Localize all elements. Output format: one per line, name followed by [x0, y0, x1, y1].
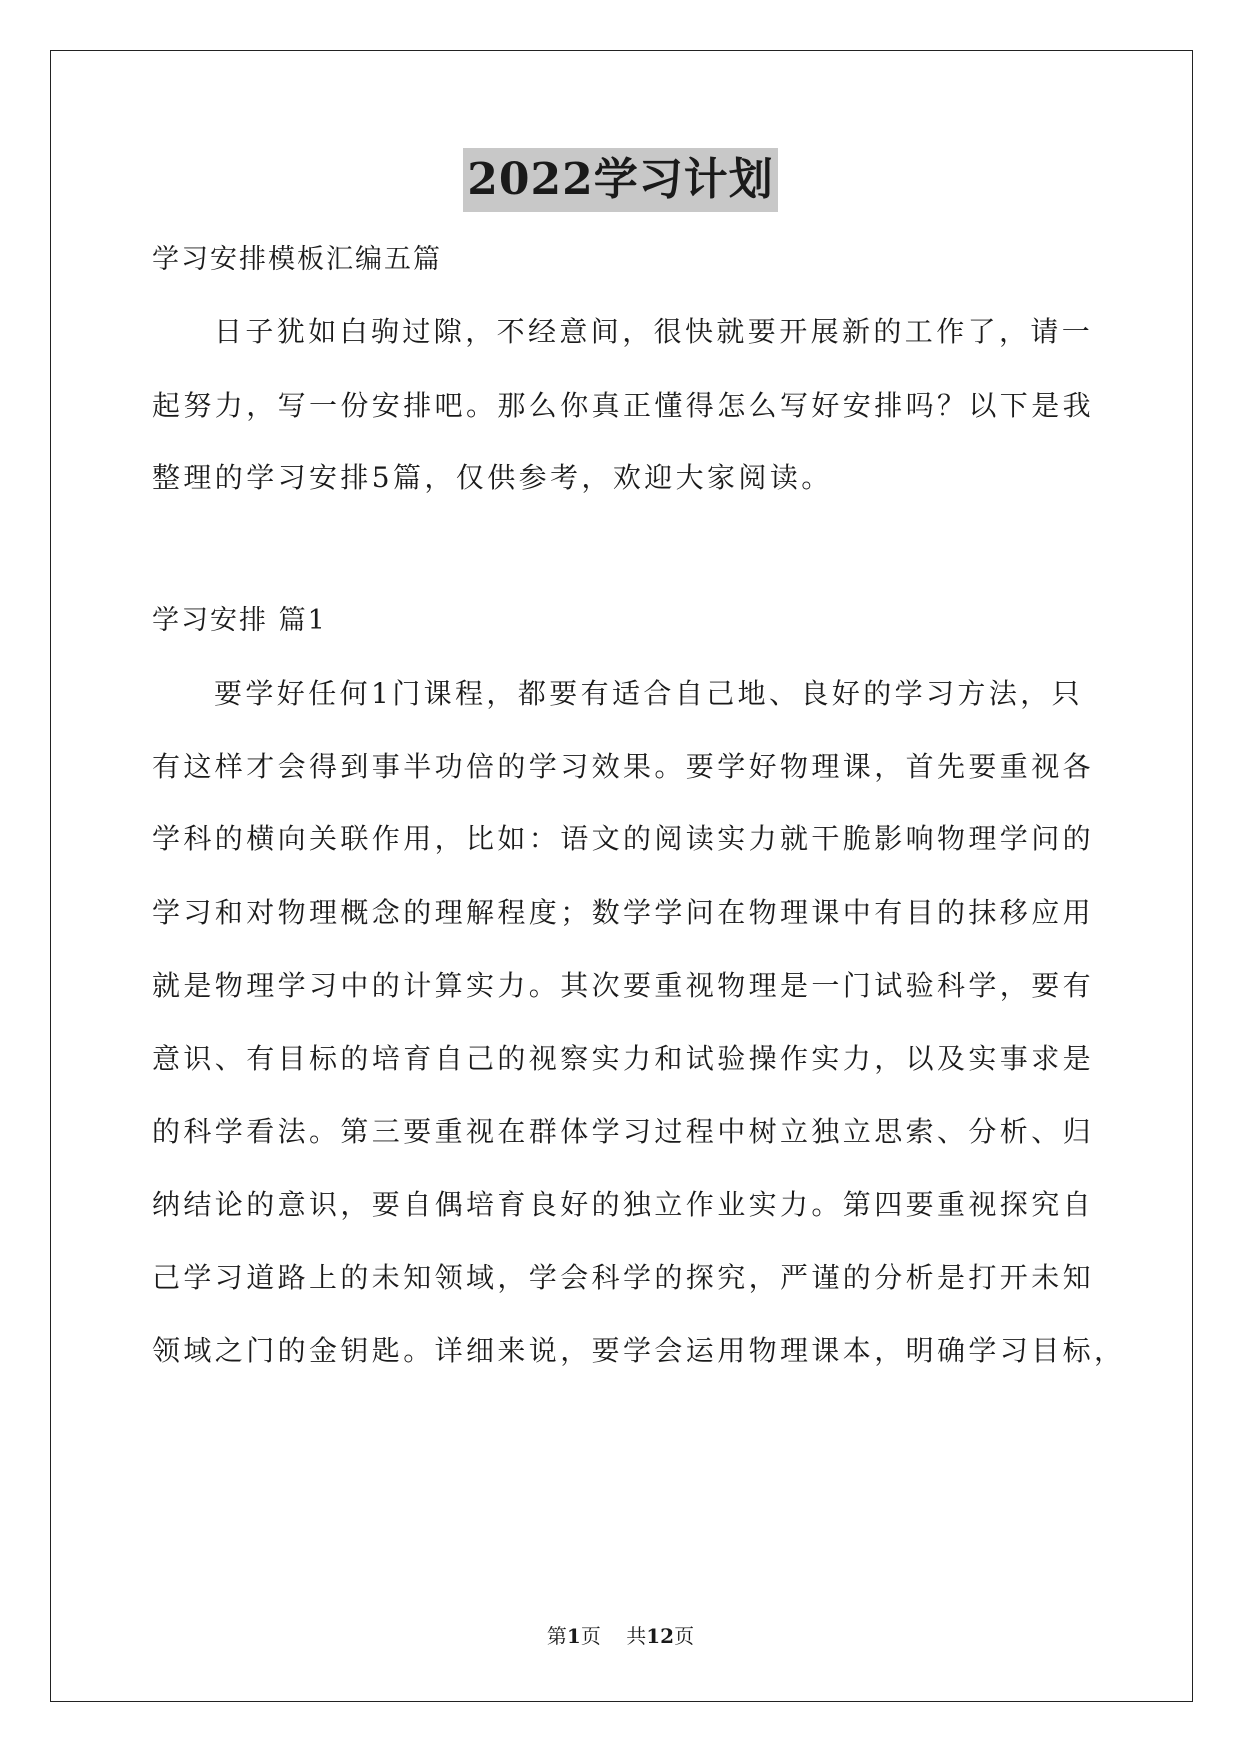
body-line: 要学好任何1门课程，都要有适合自己地、良好的学习方法，只 [214, 677, 1084, 710]
document-subtitle: 学习安排模板汇编五篇 [152, 244, 442, 275]
body-line: 学习和对物理概念的理解程度；数学学问在物理课中有目的抹移应用 [152, 896, 1095, 929]
body-line: 学科的横向关联作用，比如：语文的阅读实力就干脆影响物理学问的 [152, 822, 1095, 855]
body-line: 领域之门的金钥匙。详细来说，要学会运用物理课本，明确学习目标， [152, 1334, 1126, 1367]
document-title: 2022学习计划 [463, 148, 777, 212]
page-prefix: 第 [546, 1624, 567, 1648]
body-line: 己学习道路上的未知领域，学会科学的探究，严谨的分析是打开未知 [152, 1261, 1095, 1294]
page-suffix: 页 [580, 1624, 601, 1648]
total-suffix: 页 [674, 1624, 695, 1648]
body-line: 纳结论的意识，要自偶培育良好的独立作业实力。第四要重视探究自 [152, 1188, 1095, 1221]
total-prefix: 共 [626, 1624, 647, 1648]
body-line: 意识、有目标的培育自己的视察实力和试验操作实力，以及实事求是 [152, 1042, 1095, 1075]
page-border [50, 50, 1193, 1702]
body-line: 的科学看法。第三要重视在群体学习过程中树立独立思索、分析、归 [152, 1115, 1095, 1148]
intro-line: 日子犹如白驹过隙，不经意间，很快就要开展新的工作了，请一 [214, 315, 1094, 348]
section-heading: 学习安排 篇1 [152, 605, 327, 636]
intro-line: 整理的学习安排5篇，仅供参考，欢迎大家阅读。 [152, 461, 833, 494]
body-line: 有这样才会得到事半功倍的学习效果。要学好物理课，首先要重视各 [152, 750, 1095, 783]
page-number: 1 [566, 1624, 581, 1648]
intro-line: 起努力，写一份安排吧。那么你真正懂得怎么写好安排吗？以下是我 [152, 389, 1095, 422]
total-pages: 12 [646, 1624, 675, 1648]
title-wrap [0, 148, 1241, 212]
body-line: 就是物理学习中的计算实力。其次要重视物理是一门试验科学，要有 [152, 969, 1095, 1002]
page-footer [0, 1622, 1241, 1650]
